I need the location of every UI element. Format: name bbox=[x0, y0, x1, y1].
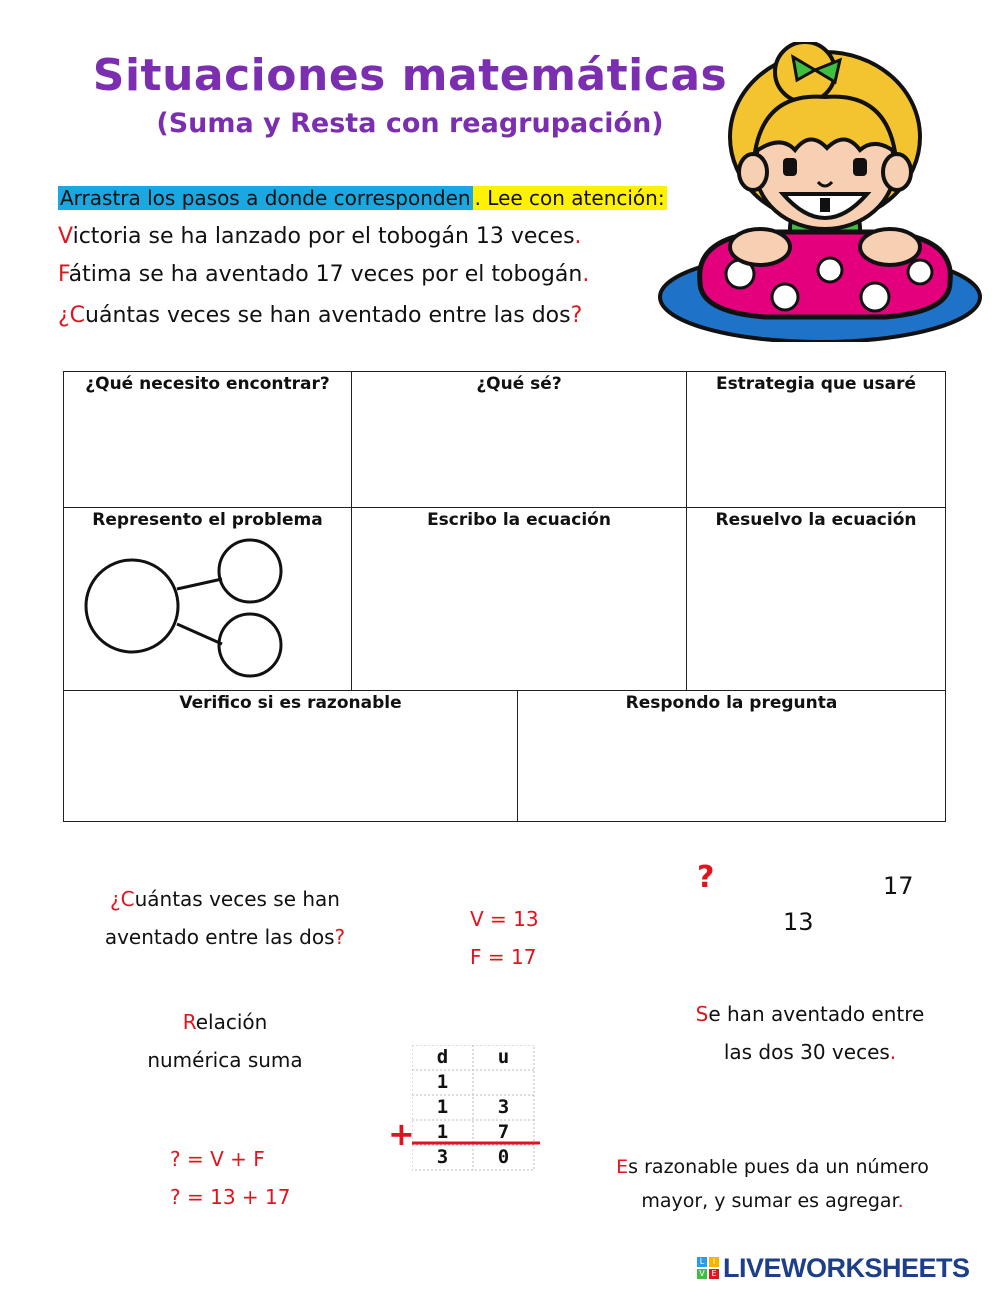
drop-zone-strategy[interactable] bbox=[686, 371, 946, 508]
problem-line-2: Fátima se ha aventado 17 veces por el tobogán. bbox=[58, 262, 590, 287]
liveworksheets-logo bbox=[697, 1252, 970, 1284]
instruction-drag: Arrastra los pasos a donde corresponden bbox=[60, 186, 471, 210]
drop-zone-answer[interactable] bbox=[517, 690, 946, 822]
bond-part-value: 17 bbox=[883, 872, 914, 900]
problem-line-1: Victoria se ha lanzado por el tobogán 13 veces. bbox=[58, 224, 582, 249]
instruction-read: . Lee con atención: bbox=[474, 186, 665, 210]
cell-label: Escribo la ecuación bbox=[427, 510, 611, 530]
drop-zone-what-to-find[interactable] bbox=[63, 371, 352, 508]
cell-label: ¿Qué necesito encontrar? bbox=[85, 374, 330, 394]
cell-label: Verifico si es razonable bbox=[179, 693, 402, 713]
cell-label: Estrategia que usaré bbox=[715, 374, 917, 394]
drop-zone-represent[interactable] bbox=[63, 507, 352, 691]
draggable-bond-numbers[interactable] bbox=[697, 860, 957, 950]
drop-zone-solve-equation[interactable] bbox=[686, 507, 946, 691]
plus-operator: + bbox=[388, 1115, 415, 1153]
bond-whole-value: ? bbox=[697, 860, 715, 895]
bond-part-value: 13 bbox=[783, 908, 814, 936]
logo-text: LIVEWORKSHEETS bbox=[723, 1252, 970, 1283]
drop-zone-write-equation[interactable] bbox=[351, 507, 687, 691]
draggable-equation[interactable]: ? = V + F ? = 13 + 17 bbox=[170, 1147, 291, 1209]
drop-zone-what-i-know[interactable] bbox=[351, 371, 687, 508]
draggable-verify[interactable]: Es razonable pues da un número mayor, y sumar es agregar. bbox=[616, 1156, 929, 1212]
draggable-answer[interactable]: Se han aventado entre las dos 30 veces. bbox=[695, 1002, 925, 1064]
page-title: Situaciones matemáticas bbox=[92, 50, 728, 101]
cell-label: Respondo la pregunta bbox=[625, 693, 838, 713]
draggable-question[interactable]: ¿Cuántas veces se han aventado entre las dos? bbox=[104, 887, 346, 949]
drop-zone-verify[interactable] bbox=[63, 690, 518, 822]
instructions bbox=[58, 182, 667, 214]
number-bond-diagram bbox=[82, 534, 292, 684]
cell-label: ¿Qué sé? bbox=[476, 374, 562, 394]
draggable-known-values[interactable]: V = 13 F = 17 bbox=[470, 907, 539, 969]
problem-line-3: ¿Cuántas veces se han aventado entre las dos? bbox=[58, 303, 583, 328]
draggable-place-value-table[interactable] bbox=[388, 1045, 542, 1179]
place-value-digits: d u 1 1 3 1 7 3 0 bbox=[436, 1046, 510, 1168]
cell-label: Represento el problema bbox=[92, 510, 323, 530]
draggable-strategy[interactable]: Relación numérica suma bbox=[147, 1010, 303, 1072]
page-subtitle: (Suma y Resta con reagrupación) bbox=[156, 108, 664, 139]
cell-label: Resuelvo la ecuación bbox=[715, 510, 917, 530]
girl-swim-ring-illustration bbox=[655, 42, 995, 342]
logo-blocks-icon: L I V E bbox=[697, 1257, 719, 1279]
